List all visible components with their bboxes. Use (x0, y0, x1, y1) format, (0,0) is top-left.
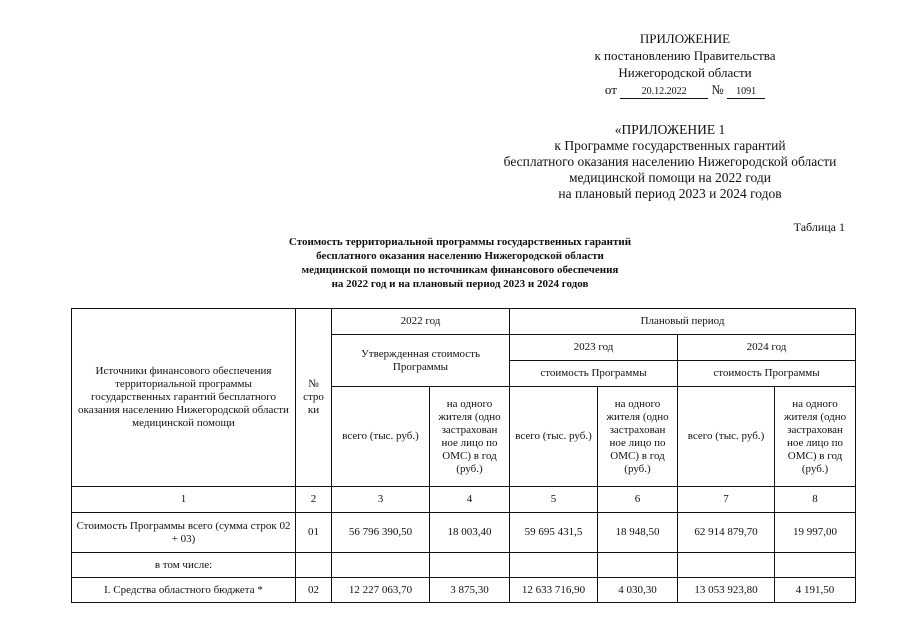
year-2024-header: 2024 год (678, 335, 856, 361)
title-line-2: бесплатного оказания населению Нижегородской области (316, 250, 604, 262)
row-name: I. Средства областного бюджета * (72, 578, 296, 603)
per-capita-2024-header: на одного жителя (одно застрахован ное лицо по ОМС) в год (руб.) (775, 387, 856, 487)
title-line-1: Стоимость территориальной программы государственных гарантий (288, 236, 632, 248)
decree-date: 20.12.2022 (620, 86, 708, 99)
appendix-block (460, 122, 880, 202)
appendix-line-5: на плановый период 2023 и 2024 годов (558, 186, 782, 201)
year-2022-header: 2022 год (332, 309, 510, 335)
table-label: Таблица 1 (793, 220, 845, 234)
cell-2023-per-capita: 18 948,50 (598, 513, 678, 553)
cell-2022-total: 56 796 390,50 (332, 513, 430, 553)
cell-2024-per-capita: 19 997,00 (775, 513, 856, 553)
total-2024-header: всего (тыс. руб.) (678, 387, 775, 487)
approval-line-3: Нижегородской области (618, 65, 752, 80)
planned-period-header: Плановый период (510, 309, 856, 335)
total-2023-header: всего (тыс. руб.) (510, 387, 598, 487)
per-capita-2022-header: на одного жителя (одно застрахован ное лицо по ОМС) в год (руб.) (430, 387, 510, 487)
title-line-4: на 2022 год и на плановый период 2023 и 2024 годов (331, 278, 589, 290)
column-number-row (72, 487, 856, 513)
cell-2023-per-capita: 4 030,30 (598, 578, 678, 603)
cell-2022-total: 12 227 063,70 (332, 578, 430, 603)
column-number: 7 (678, 487, 775, 513)
year-2023-header: 2023 год (510, 335, 678, 361)
title-line-3: медицинской помощи по источникам финансового обеспечения (301, 264, 619, 276)
per-capita-2023-header: на одного жителя (одно застрахован ное лицо по ОМС) в год (руб.) (598, 387, 678, 487)
approved-cost-header: Утвержденная стоимость Программы (332, 335, 510, 387)
cell-2022-total (332, 553, 430, 578)
table-row (72, 578, 856, 603)
column-number: 5 (510, 487, 598, 513)
appendix-line-4: медицинской помощи на 2022 годи (569, 170, 771, 185)
cell-2022-per-capita (430, 553, 510, 578)
table-row (72, 553, 856, 578)
row-name: в том числе: (72, 553, 296, 578)
cell-2023-per-capita (598, 553, 678, 578)
approval-date-line (520, 81, 850, 99)
cell-2024-total: 62 914 879,70 (678, 513, 775, 553)
number-label: № (711, 82, 724, 97)
appendix-line-3: бесплатного оказания населению Нижегородской области (503, 154, 837, 169)
cell-2023-total: 59 695 431,5 (510, 513, 598, 553)
row-number (296, 553, 332, 578)
approval-block (520, 30, 850, 99)
cost-2023-header: стоимость Программы (510, 361, 678, 387)
cell-2024-per-capita (775, 553, 856, 578)
cell-2024-per-capita: 4 191,50 (775, 578, 856, 603)
cell-2023-total (510, 553, 598, 578)
appendix-line-1: «ПРИЛОЖЕНИЕ 1 (614, 122, 726, 137)
cost-2024-header: стоимость Программы (678, 361, 856, 387)
approval-line-2: к постановлению Правительства (594, 48, 776, 63)
row-name: Стоимость Программы всего (сумма строк 02 + 03) (72, 513, 296, 553)
cell-2024-total (678, 553, 775, 578)
from-label: от (604, 82, 617, 97)
cost-table (71, 308, 856, 603)
column-number: 3 (332, 487, 430, 513)
table-title (200, 235, 720, 291)
appendix-line-2: к Программе государственных гарантий (554, 138, 786, 153)
row-number: 01 (296, 513, 332, 553)
column-number: 1 (72, 487, 296, 513)
approval-line-1: ПРИЛОЖЕНИЕ (639, 31, 731, 46)
sources-header: Источники финансового обеспечения территориальной программы государственных гарантий бесплатного оказания населению Нижегородской области медицинской помощи (72, 309, 296, 487)
cell-2023-total: 12 633 716,90 (510, 578, 598, 603)
row-number: 02 (296, 578, 332, 603)
cell-2024-total: 13 053 923,80 (678, 578, 775, 603)
cell-2022-per-capita: 18 003,40 (430, 513, 510, 553)
column-number: 8 (775, 487, 856, 513)
column-number: 6 (598, 487, 678, 513)
column-number: 4 (430, 487, 510, 513)
total-2022-header: всего (тыс. руб.) (332, 387, 430, 487)
row-number-header: № стро ки (296, 309, 332, 487)
column-number: 2 (296, 487, 332, 513)
table-row (72, 513, 856, 553)
cell-2022-per-capita: 3 875,30 (430, 578, 510, 603)
decree-number: 1091 (727, 86, 765, 99)
